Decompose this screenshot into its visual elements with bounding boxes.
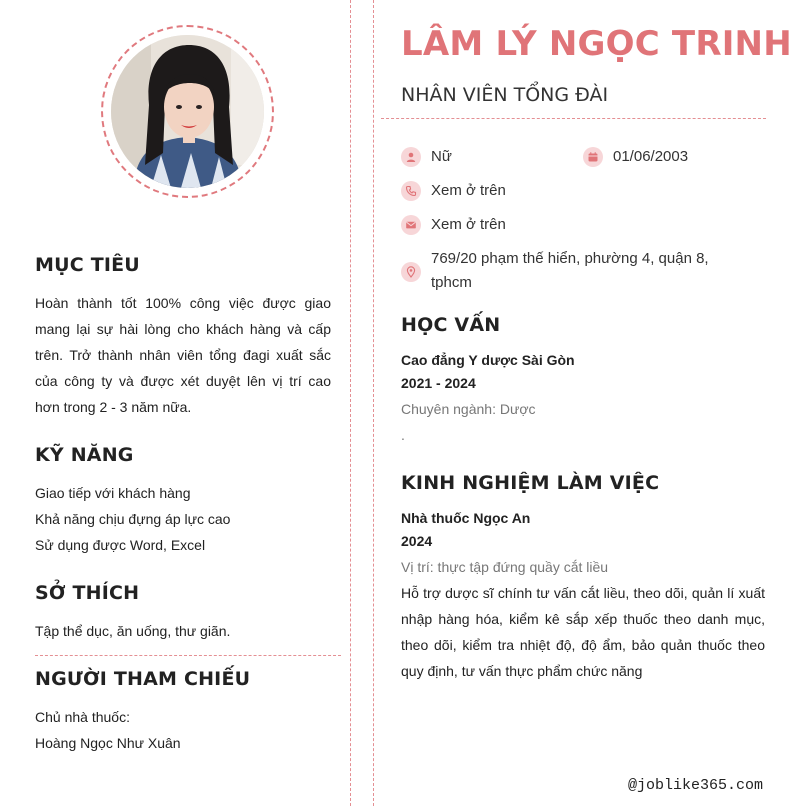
references-block	[35, 704, 331, 756]
experience-role: Vị trí: thực tập đứng quầy cắt liều	[401, 559, 609, 575]
skill-item: Sử dụng được Word, Excel	[35, 537, 206, 553]
section-divider	[35, 655, 341, 656]
address-value: 769/20 phạm thế hiển, phường 4, quận 8, tphcm	[431, 250, 709, 291]
education-years: 2021 - 2024	[401, 375, 476, 391]
mail-icon	[401, 215, 421, 235]
watermark: @joblike365.com	[627, 777, 763, 794]
skills-list	[35, 480, 331, 558]
column-divider-left	[350, 0, 351, 806]
header-divider	[381, 118, 766, 119]
reference-line: Chủ nhà thuốc:	[35, 709, 130, 725]
gender-value: Nữ	[431, 148, 452, 165]
candidate-name: LÂM LÝ NGỌC TRINH	[401, 24, 792, 64]
skills-title: KỸ NĂNG	[35, 444, 134, 466]
email-value: Xem ở trên	[431, 216, 506, 233]
objective-title: MỤC TIÊU	[35, 254, 140, 276]
hobbies-title: SỞ THÍCH	[35, 582, 140, 604]
skill-item: Giao tiếp với khách hàng	[35, 485, 191, 501]
reference-name: Hoàng Ngọc Như Xuân	[35, 735, 181, 751]
experience-description: Hỗ trợ dược sĩ chính tư vấn cắt liều, theo dõi, quản lí xuất nhập hàng hóa, kiểm kê sắp xếp thuốc theo danh mục, theo dõi, kiểm tra nhiệt độ, độ ẩm, bảo quản thuốc theo quy định, tư vấn thực phẩm chức năng	[401, 585, 765, 679]
avatar-frame	[101, 25, 274, 198]
experience-title: KINH NGHIỆM LÀM VIỆC	[401, 472, 660, 494]
education-major: Chuyên ngành: Dược	[401, 401, 536, 417]
phone-icon	[401, 181, 421, 201]
education-note: .	[401, 427, 405, 443]
avatar	[111, 35, 264, 188]
phone-value: Xem ở trên	[431, 182, 506, 199]
calendar-icon	[583, 147, 603, 167]
objective-text: Hoàn thành tốt 100% công việc được giao mang lại sự hài lòng cho khách hàng và cấp trên. Trở thành nhân viên tổng đagi xuất sắc của công ty và được xét duyệt lên vị trí cao hơn trong 2 - 3 năm nữa.	[35, 295, 331, 415]
school-name: Cao đẳng Y dược Sài Gòn	[401, 352, 575, 368]
company-name: Nhà thuốc Ngọc An	[401, 510, 531, 526]
location-pin-icon	[401, 262, 421, 282]
skill-item: Khả năng chịu đựng áp lực cao	[35, 511, 231, 527]
job-position: NHÂN VIÊN TỔNG ĐÀI	[401, 84, 609, 106]
profile-photo	[111, 35, 264, 188]
person-icon	[401, 147, 421, 167]
experience-year: 2024	[401, 533, 433, 549]
column-divider-right	[373, 0, 374, 806]
education-title: HỌC VẤN	[401, 314, 501, 336]
birthday-value: 01/06/2003	[613, 148, 689, 165]
references-title: NGƯỜI THAM CHIẾU	[35, 668, 251, 690]
hobbies-text: Tập thể dục, ăn uống, thư giãn.	[35, 623, 231, 639]
